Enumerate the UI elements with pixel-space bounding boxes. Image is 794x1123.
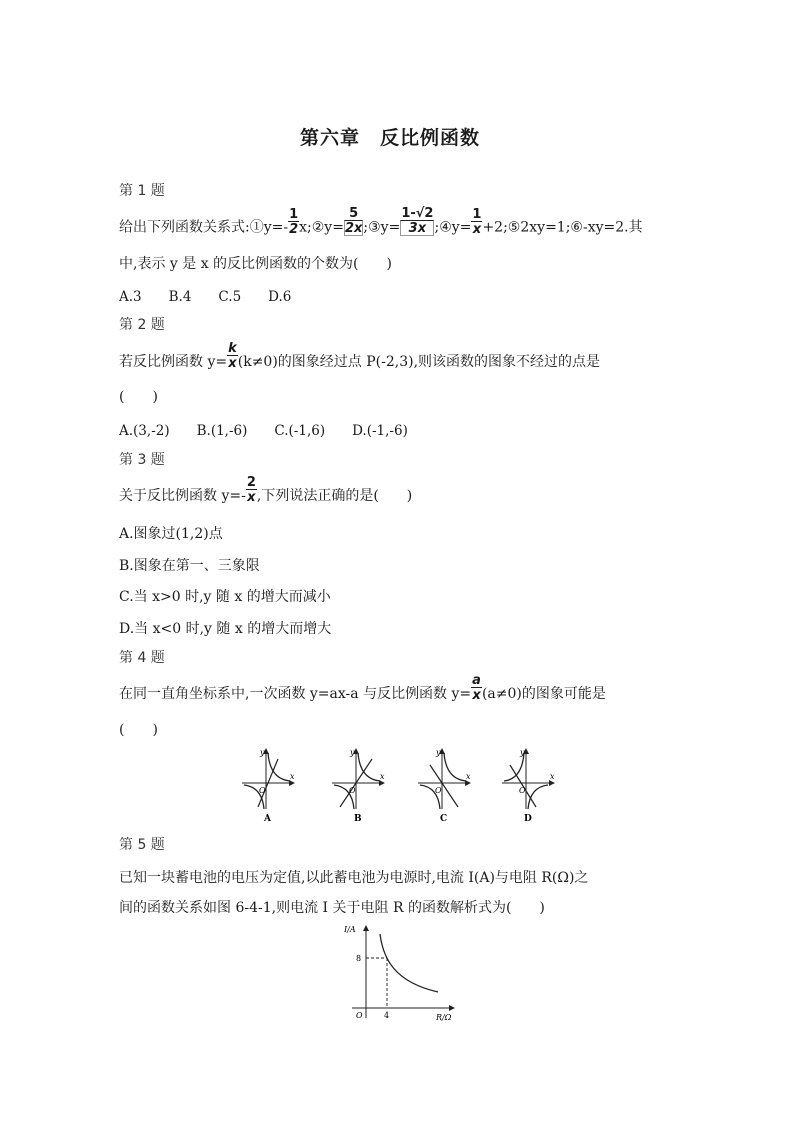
q1-text-d: ;④y=: [434, 219, 472, 236]
graph-a-origin: O: [259, 786, 266, 795]
question-4-line-1: [119, 673, 606, 708]
graph-d-x-label: x: [550, 772, 555, 781]
q1-fraction-1-den: 2: [289, 221, 299, 237]
graph-c-letter: C: [440, 814, 448, 824]
q1-fraction-4-den: x: [472, 221, 482, 237]
q3-fraction-den: x: [247, 490, 256, 505]
question-4-graphs: [236, 745, 556, 825]
graph-c-x-label: x: [466, 772, 471, 781]
q5-origin: O: [356, 1011, 363, 1020]
graph-a-y-label: y: [260, 748, 265, 757]
q2-fraction-den: x: [228, 356, 237, 371]
q5-y-label: I/A: [344, 925, 356, 934]
q4-text-a: 在同一直角坐标系中,一次函数 y=ax-a 与反比例函数 y=: [119, 686, 472, 702]
question-3-label: 第 3 题: [119, 452, 165, 468]
graph-a-letter: A: [264, 814, 271, 824]
q1-fraction-2: [344, 207, 363, 236]
q1-fraction-1: [288, 208, 299, 236]
question-5-line-1: 已知一块蓄电池的电压为定值,以此蓄电池为电源时,电流 I(A)与电阻 R(Ω)之: [119, 870, 589, 886]
q2-fraction-num: k: [228, 341, 237, 356]
q4-fraction-den: x: [472, 688, 481, 703]
q1-text-b: x;②y=: [299, 219, 344, 236]
graph-d-y-label: y: [520, 748, 525, 757]
question-3-option-c: C.当 x>0 时,y 随 x 的增大而减小: [119, 589, 331, 605]
q1-text-a: 给出下列函数关系式:①y=-: [119, 219, 289, 236]
q3-fraction: [246, 476, 257, 504]
page-title: 第六章 反比例函数: [300, 127, 481, 149]
question-5-label: 第 5 题: [119, 837, 165, 853]
q5-curve: [380, 934, 438, 992]
question-1-line-1: [119, 206, 643, 242]
graph-a: [242, 748, 295, 824]
question-2-options: A.(3,-2) B.(1,-6) C.(-1,6) D.(-1,-6): [119, 423, 408, 439]
q1-fraction-1-num: 1: [289, 206, 299, 222]
q4-fraction-num: a: [472, 673, 481, 688]
q3-fraction-num: 2: [246, 475, 256, 490]
q1-text-c: ;③y=: [363, 219, 401, 236]
q1-fraction-4: [471, 208, 482, 236]
question-5-line-2: 间的函数关系如图 6-4-1,则电流 I 关于电阻 R 的函数解析式为( ): [119, 900, 545, 916]
question-2-line-2: ( ): [119, 389, 158, 405]
q5-y-tick: 8: [356, 954, 362, 963]
q1-fraction-2-den: 2x: [344, 221, 363, 236]
graph-b-curve-1: [358, 753, 380, 781]
q3-text-b: ,下列说法正确的是( ): [256, 488, 413, 504]
graph-b-origin: O: [349, 786, 356, 795]
question-5-graph: [336, 920, 466, 1026]
q2-fraction: [227, 342, 238, 370]
question-1-line-2: 中,表示 y 是 x 的反比例函数的个数为( ): [119, 256, 392, 272]
graph-b-x-label: x: [380, 772, 385, 781]
q3-text-a: 关于反比例函数 y=-: [119, 488, 246, 504]
q5-x-label: R/Ω: [436, 1013, 452, 1022]
graph-a-x-label: x: [290, 772, 295, 781]
question-3-option-b: B.图象在第一、三象限: [119, 558, 260, 574]
graph-b-letter: B: [354, 814, 362, 824]
question-4-line-2: ( ): [119, 722, 158, 738]
question-1-label: 第 1 题: [119, 183, 165, 199]
question-1-options: A.3 B.4 C.5 D.6: [119, 289, 292, 305]
q1-fraction-3-den: 3x: [400, 220, 434, 236]
graph-c-origin: O: [435, 786, 442, 795]
q4-fraction: [471, 674, 482, 702]
graph-d-origin: O: [519, 786, 526, 795]
graph-b-y-label: y: [350, 748, 355, 757]
graph-b: [332, 748, 385, 824]
question-4-label: 第 4 题: [119, 650, 165, 666]
graph-d-curve-1: [504, 753, 524, 781]
graph-c-y-label: y: [436, 748, 441, 757]
q1-fraction-3: [400, 207, 434, 236]
graph-c: [418, 748, 471, 824]
q2-text-b: (k≠0)的图象经过点 P(-2,3),则该函数的图象不经过的点是: [237, 354, 601, 370]
graph-a-curve-1: [268, 753, 290, 781]
q1-text-e: +2;⑤2xy=1;⑥-xy=2.其: [482, 219, 643, 236]
question-3-option-a: A.图象过(1,2)点: [119, 526, 223, 542]
question-3-option-d: D.当 x<0 时,y 随 x 的增大而增大: [119, 621, 332, 637]
q1-fraction-4-num: 1: [472, 206, 482, 222]
q4-text-b: (a≠0)的图象可能是: [481, 686, 606, 702]
graph-d-letter: D: [524, 814, 532, 824]
q1-fraction-3-num: 1-√2: [401, 206, 434, 221]
question-2-label: 第 2 题: [119, 317, 165, 333]
graph-d-curve-2: [528, 785, 548, 809]
graph-d: [502, 748, 555, 824]
q2-text-a: 若反比例函数 y=: [119, 354, 228, 370]
graph-c-curve-1: [444, 753, 466, 781]
question-2-line-1: [119, 341, 601, 376]
q5-x-tick: 4: [384, 1011, 390, 1020]
q1-fraction-2-num: 5: [349, 206, 359, 221]
question-3-line-1: [119, 475, 413, 510]
